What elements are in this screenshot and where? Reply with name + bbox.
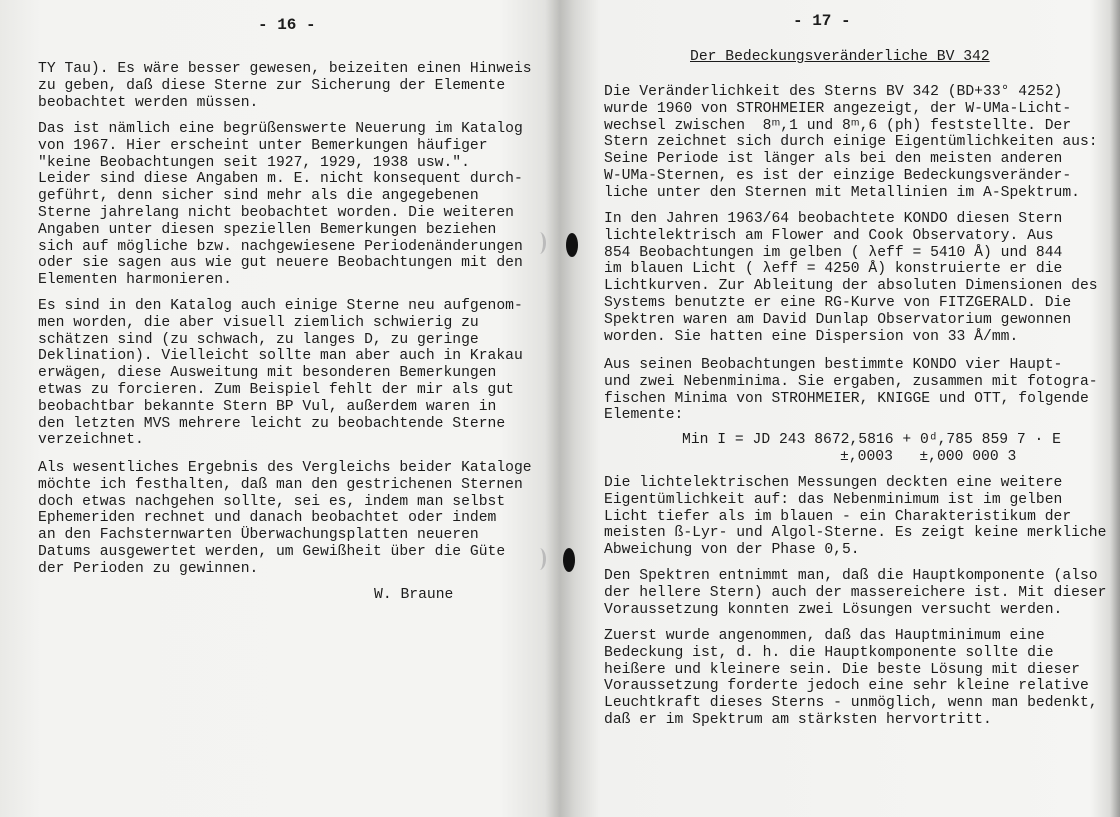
paragraph (604, 84, 1098, 202)
paragraph (38, 121, 523, 289)
text-line: Zuerst wurde angenommen, daß das Hauptminimum eine (604, 628, 1045, 644)
text-line: von 1967. Hier erscheint unter Bemerkungen häufiger (38, 137, 488, 154)
text-line: verzeichnet. (38, 432, 144, 449)
text-line: In den Jahren 1963/64 beobachtete KONDO diesen Stern (604, 211, 1063, 227)
text-line: Den Spektren entnimmt man, daß die Hauptkomponente (also (604, 568, 1098, 584)
text-line: Die Veränderlichkeit des Sterns BV 342 (BD+33° 4252) (604, 84, 1063, 100)
text-line: Als wesentliches Ergebnis des Vergleichs beider Kataloge (38, 460, 532, 476)
paragraph (604, 568, 1106, 618)
text-line: Datums ausgewertet werden, um Gewißheit über die Güte (38, 543, 506, 560)
text-line: Systems benutzte er eine RG-Kurve von FITZGERALD. Die (604, 294, 1072, 311)
text-line: Abweichung von der Phase 0,5. (604, 542, 860, 559)
page-number: - 17 - (793, 12, 851, 30)
left-page (0, 0, 555, 817)
paragraph (604, 475, 1106, 559)
paragraph (38, 298, 523, 449)
text-line: meisten ß-Lyr- und Algol-Sterne. Es zeigt keine merkliche (604, 525, 1107, 542)
text-line: Eigentümlichkeit auf: das Nebenminimum ist im gelben (604, 491, 1063, 508)
text-line: Sterne jahrelang nicht beobachtet worden. Die weiteren (38, 204, 514, 221)
text-line: 854 Beobachtungen im gelben ( λeff = 5410 Å) und 844 (604, 244, 1063, 261)
page-number: - 16 - (258, 16, 316, 34)
text-line: Aus seinen Beobachtungen bestimmte KONDO vier Haupt- (604, 357, 1063, 373)
paragraph (38, 460, 532, 578)
text-line: men worden, die aber visuell ziemlich schwierig zu (38, 314, 479, 331)
text-line: lichtelektrisch am Flower and Cook Observatory. Aus (604, 227, 1054, 244)
text-line: der hellere Stern) auch der massereichere ist. Mit dieser (604, 584, 1107, 601)
text-line: Angaben unter diesen speziellen Bemerkungen beziehen (38, 221, 497, 238)
text-line: Leuchtkraft dieses Sterns - unmöglich, wenn man bedenkt, (604, 695, 1098, 712)
text-line: den letzten MVS mehrere leicht zu beobachtende Sterne (38, 415, 506, 432)
text-line: "keine Beobachtungen seit 1927, 1929, 1938 usw.". (38, 154, 470, 171)
text-line: Es sind in den Katalog auch einige Sterne neu aufgenom- (38, 298, 523, 314)
text-line: Ephemeriden rechnet und danach beobachtet oder indem (38, 510, 497, 527)
text-line: heißere und kleinere sein. Die beste Lösung mit dieser (604, 661, 1080, 678)
text-line: Leider sind diese Angaben m. E. nicht konsequent durch- (38, 171, 523, 188)
text-line: Elementen harmonieren. (38, 272, 232, 289)
text-line: Stern zeichnet sich durch einige Eigentümlichkeiten aus: (604, 134, 1098, 151)
text-line: W-UMa-Sternen, es ist der einzige Bedeckungsveränder- (604, 167, 1072, 184)
paragraph (604, 628, 1098, 729)
text-line: fischen Minima von STROHMEIER, KNIGGE und OTT, folgende (604, 390, 1089, 407)
text-line: der Perioden zu gewinnen. (38, 560, 259, 577)
text-line: Die lichtelektrischen Messungen deckten eine weitere (604, 475, 1063, 491)
text-line: etwas zu forcieren. Zum Beispiel fehlt der mir als gut (38, 381, 514, 398)
text-line: beobachtet werden müssen. (38, 94, 259, 111)
formula-line: Min I = JD 243 8672,5816 + 0ᵈ,785 859 7 · E (682, 432, 1061, 448)
text-line: Elemente: (604, 407, 684, 424)
text-line: liche unter den Sternen mit Metallinien im A-Spektrum. (604, 184, 1080, 201)
text-line: oder sie sagen aus wie gut neuere Beobachtungen mit den (38, 255, 523, 272)
paragraph (604, 211, 1098, 345)
paragraph (604, 357, 1098, 424)
text-line: Deklination). Vielleicht sollte man aber auch in Krakau (38, 348, 523, 365)
text-line: im blauen Licht ( λeff = 4250 Å) konstruierte er die (604, 261, 1063, 278)
text-line: sich auf mögliche bzw. nachgewiesene Periodenänderungen (38, 238, 523, 255)
formula-errors: ±,0003 ±,000 000 3 (840, 449, 1017, 465)
paragraph (38, 61, 532, 111)
article-title: Der Bedeckungsveränderliche BV 342 (690, 49, 990, 65)
text-line: Lichtkurven. Zur Ableitung der absoluten Dimensionen des (604, 278, 1098, 295)
text-line: doch etwas nachgehen sollte, sei es, indem man selbst (38, 493, 506, 510)
text-line: und zwei Nebenminima. Sie ergaben, zusammen mit fotogra- (604, 373, 1098, 390)
text-line: Das ist nämlich eine begrüßenswerte Neuerung im Katalog (38, 121, 523, 137)
text-line: geführt, denn sicher sind mehr als die angegebenen (38, 188, 479, 205)
text-line: worden. Sie hatten eine Dispersion von 33 Å/mm. (604, 328, 1019, 345)
text-line: Seine Periode ist länger als bei den meisten anderen (604, 151, 1063, 168)
author-signature: W. Braune (374, 587, 454, 603)
text-line: schätzen sind (zu schwach, zu langes D, zu geringe (38, 331, 479, 348)
text-line: daß er im Spektrum am stärksten hervortritt. (604, 711, 992, 728)
text-line: beobachtbar bekannte Stern BP Vul, außerdem waren in (38, 398, 497, 415)
text-line: TY Tau). Es wäre besser gewesen, beizeiten einen Hinweis (38, 61, 532, 77)
text-line: Bedeckung ist, d. h. die Hauptkomponente sollte die (604, 644, 1054, 661)
text-line: möchte ich festhalten, daß man den gestrichenen Sternen (38, 476, 523, 493)
text-line: zu geben, daß diese Sterne zur Sicherung der Elemente (38, 77, 506, 94)
text-line: Voraussetzung konnten zwei Lösungen versucht werden. (604, 601, 1063, 618)
text-line: Licht tiefer als im blauen - ein Charakteristikum der (604, 508, 1072, 525)
text-line: wurde 1960 von STROHMEIER angezeigt, der W-UMa-Licht- (604, 100, 1072, 117)
text-line: wechsel zwischen 8ᵐ,1 und 8ᵐ,6 (ph) feststellte. Der (604, 117, 1072, 134)
right-page (580, 0, 1120, 817)
text-line: Spektren waren am David Dunlap Observatorium gewonnen (604, 311, 1072, 328)
text-line: erwägen, diese Ausweitung mit besonderen Bemerkungen (38, 365, 497, 382)
text-line: Voraussetzung forderte jedoch eine sehr kleine relative (604, 678, 1089, 695)
text-line: an den Fachsternwarten Überwachungsplatten neueren (38, 527, 479, 544)
